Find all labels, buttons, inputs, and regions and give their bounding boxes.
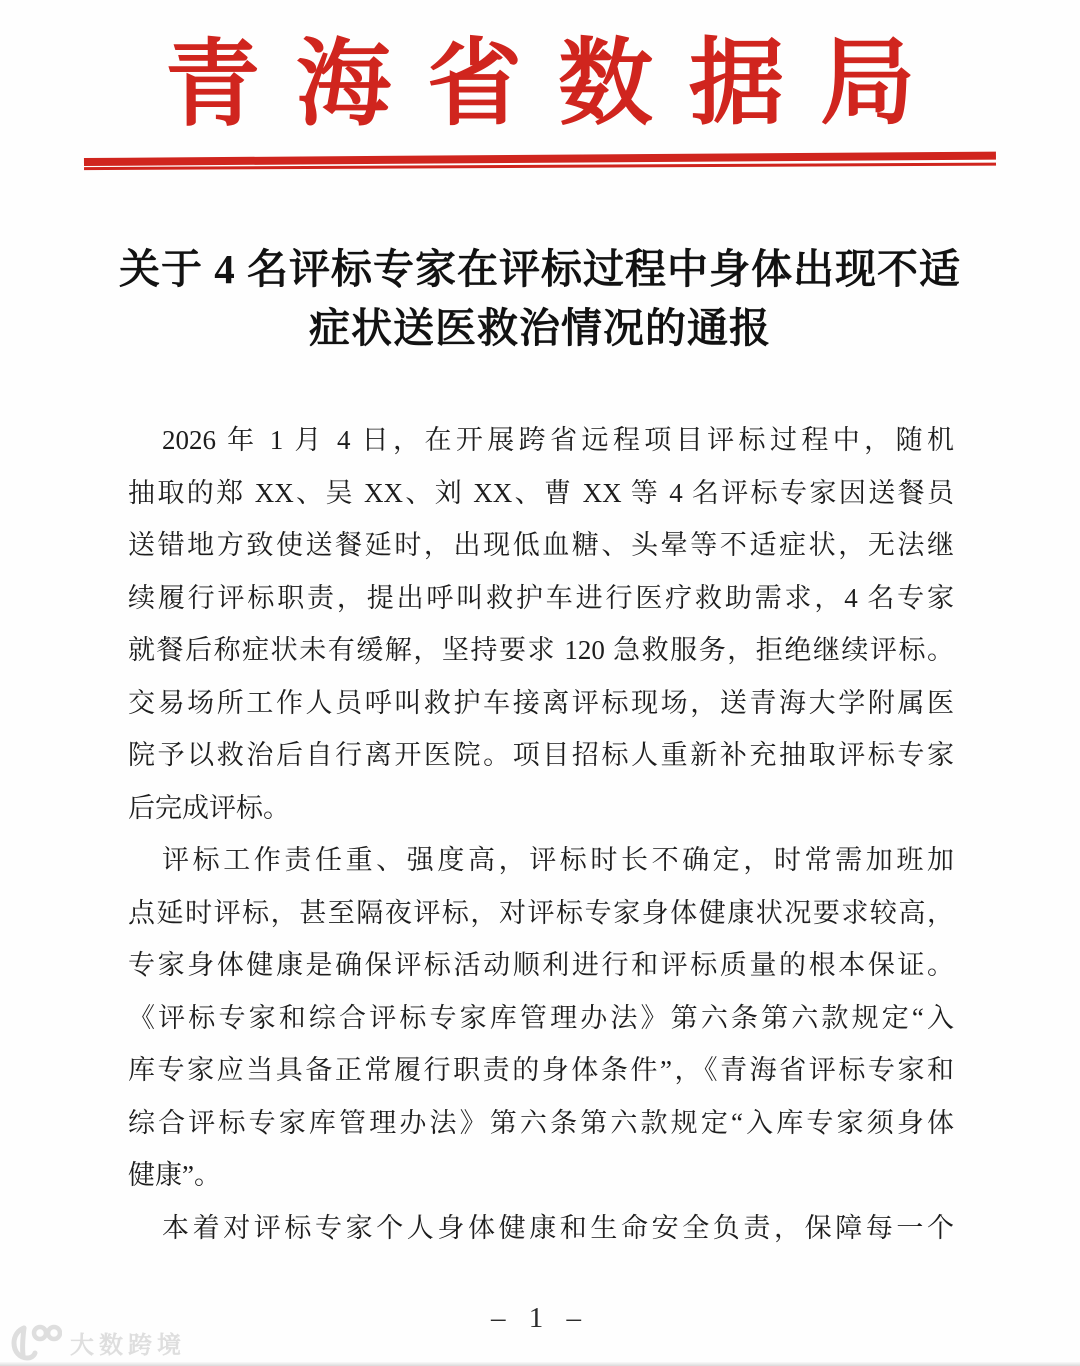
body-line-4: 续履行评标职责，提出呼叫救护车进行医疗救助需求，4 名专家: [128, 582, 954, 613]
body-line-3: 送错地方致使送餐延时，出现低血糖、头晕等不适症状，无法继: [128, 530, 954, 560]
page-number: – 1 –: [491, 1302, 589, 1334]
body-line-7: 院予以救治后自行离开医院。项目招标人重新补充抽取评标专家: [128, 740, 954, 770]
masthead-divider: [84, 152, 996, 172]
body-line-13: 库专家应当具备正常履行职责的身体条件”，《青海省评标专家和: [128, 1055, 954, 1085]
body-line-10: 点延时评标，甚至隔夜评标，对评标专家身体健康状况要求较高，: [128, 897, 954, 928]
body-line-9: 评标工作责任重、强度高，评标时长不确定，时常需加班加: [162, 845, 954, 875]
watermark-text: 大数跨境: [70, 1331, 186, 1359]
body-line-12: 《评标专家和综合评标专家库管理办法》第六条第六款规定“入: [128, 1002, 954, 1033]
body-line-1: 2026 年 1 月 4 日，在开展跨省远程项目评标过程中，随机: [162, 425, 954, 455]
body-line-16: 本着对评标专家个人身体健康和生命安全负责，保障每一个: [162, 1212, 954, 1243]
body-line-14: 综合评标专家库管理办法》第六条第六款规定“入库专家须身体: [128, 1107, 954, 1138]
body-line-2: 抽取的郑 XX、吴 XX、刘 XX、曹 XX 等 4 名评标专家因送餐员: [128, 477, 954, 508]
body-line-11: 专家身体健康是确保评标活动顺利进行和评标质量的根本保证。: [128, 950, 954, 980]
document-title-line-2: 症状送医救治情况的通报: [309, 305, 771, 351]
body-line-6: 交易场所工作人员呼叫救护车接离评标现场，送青海大学附属医: [128, 687, 954, 718]
document-title: [0, 240, 1080, 358]
document-body: [128, 414, 954, 1254]
document-title-line-1: 关于 4 名评标专家在评标过程中身体出现不适: [119, 246, 961, 292]
agency-masthead: 青海省数据局: [164, 29, 952, 138]
body-line-15: 健康”。: [128, 1160, 221, 1190]
body-line-5: 就餐后称症状未有缓解，坚持要求 120 急救服务，拒绝继续评标。: [128, 635, 954, 665]
body-line-8: 后完成评标。: [128, 792, 290, 823]
